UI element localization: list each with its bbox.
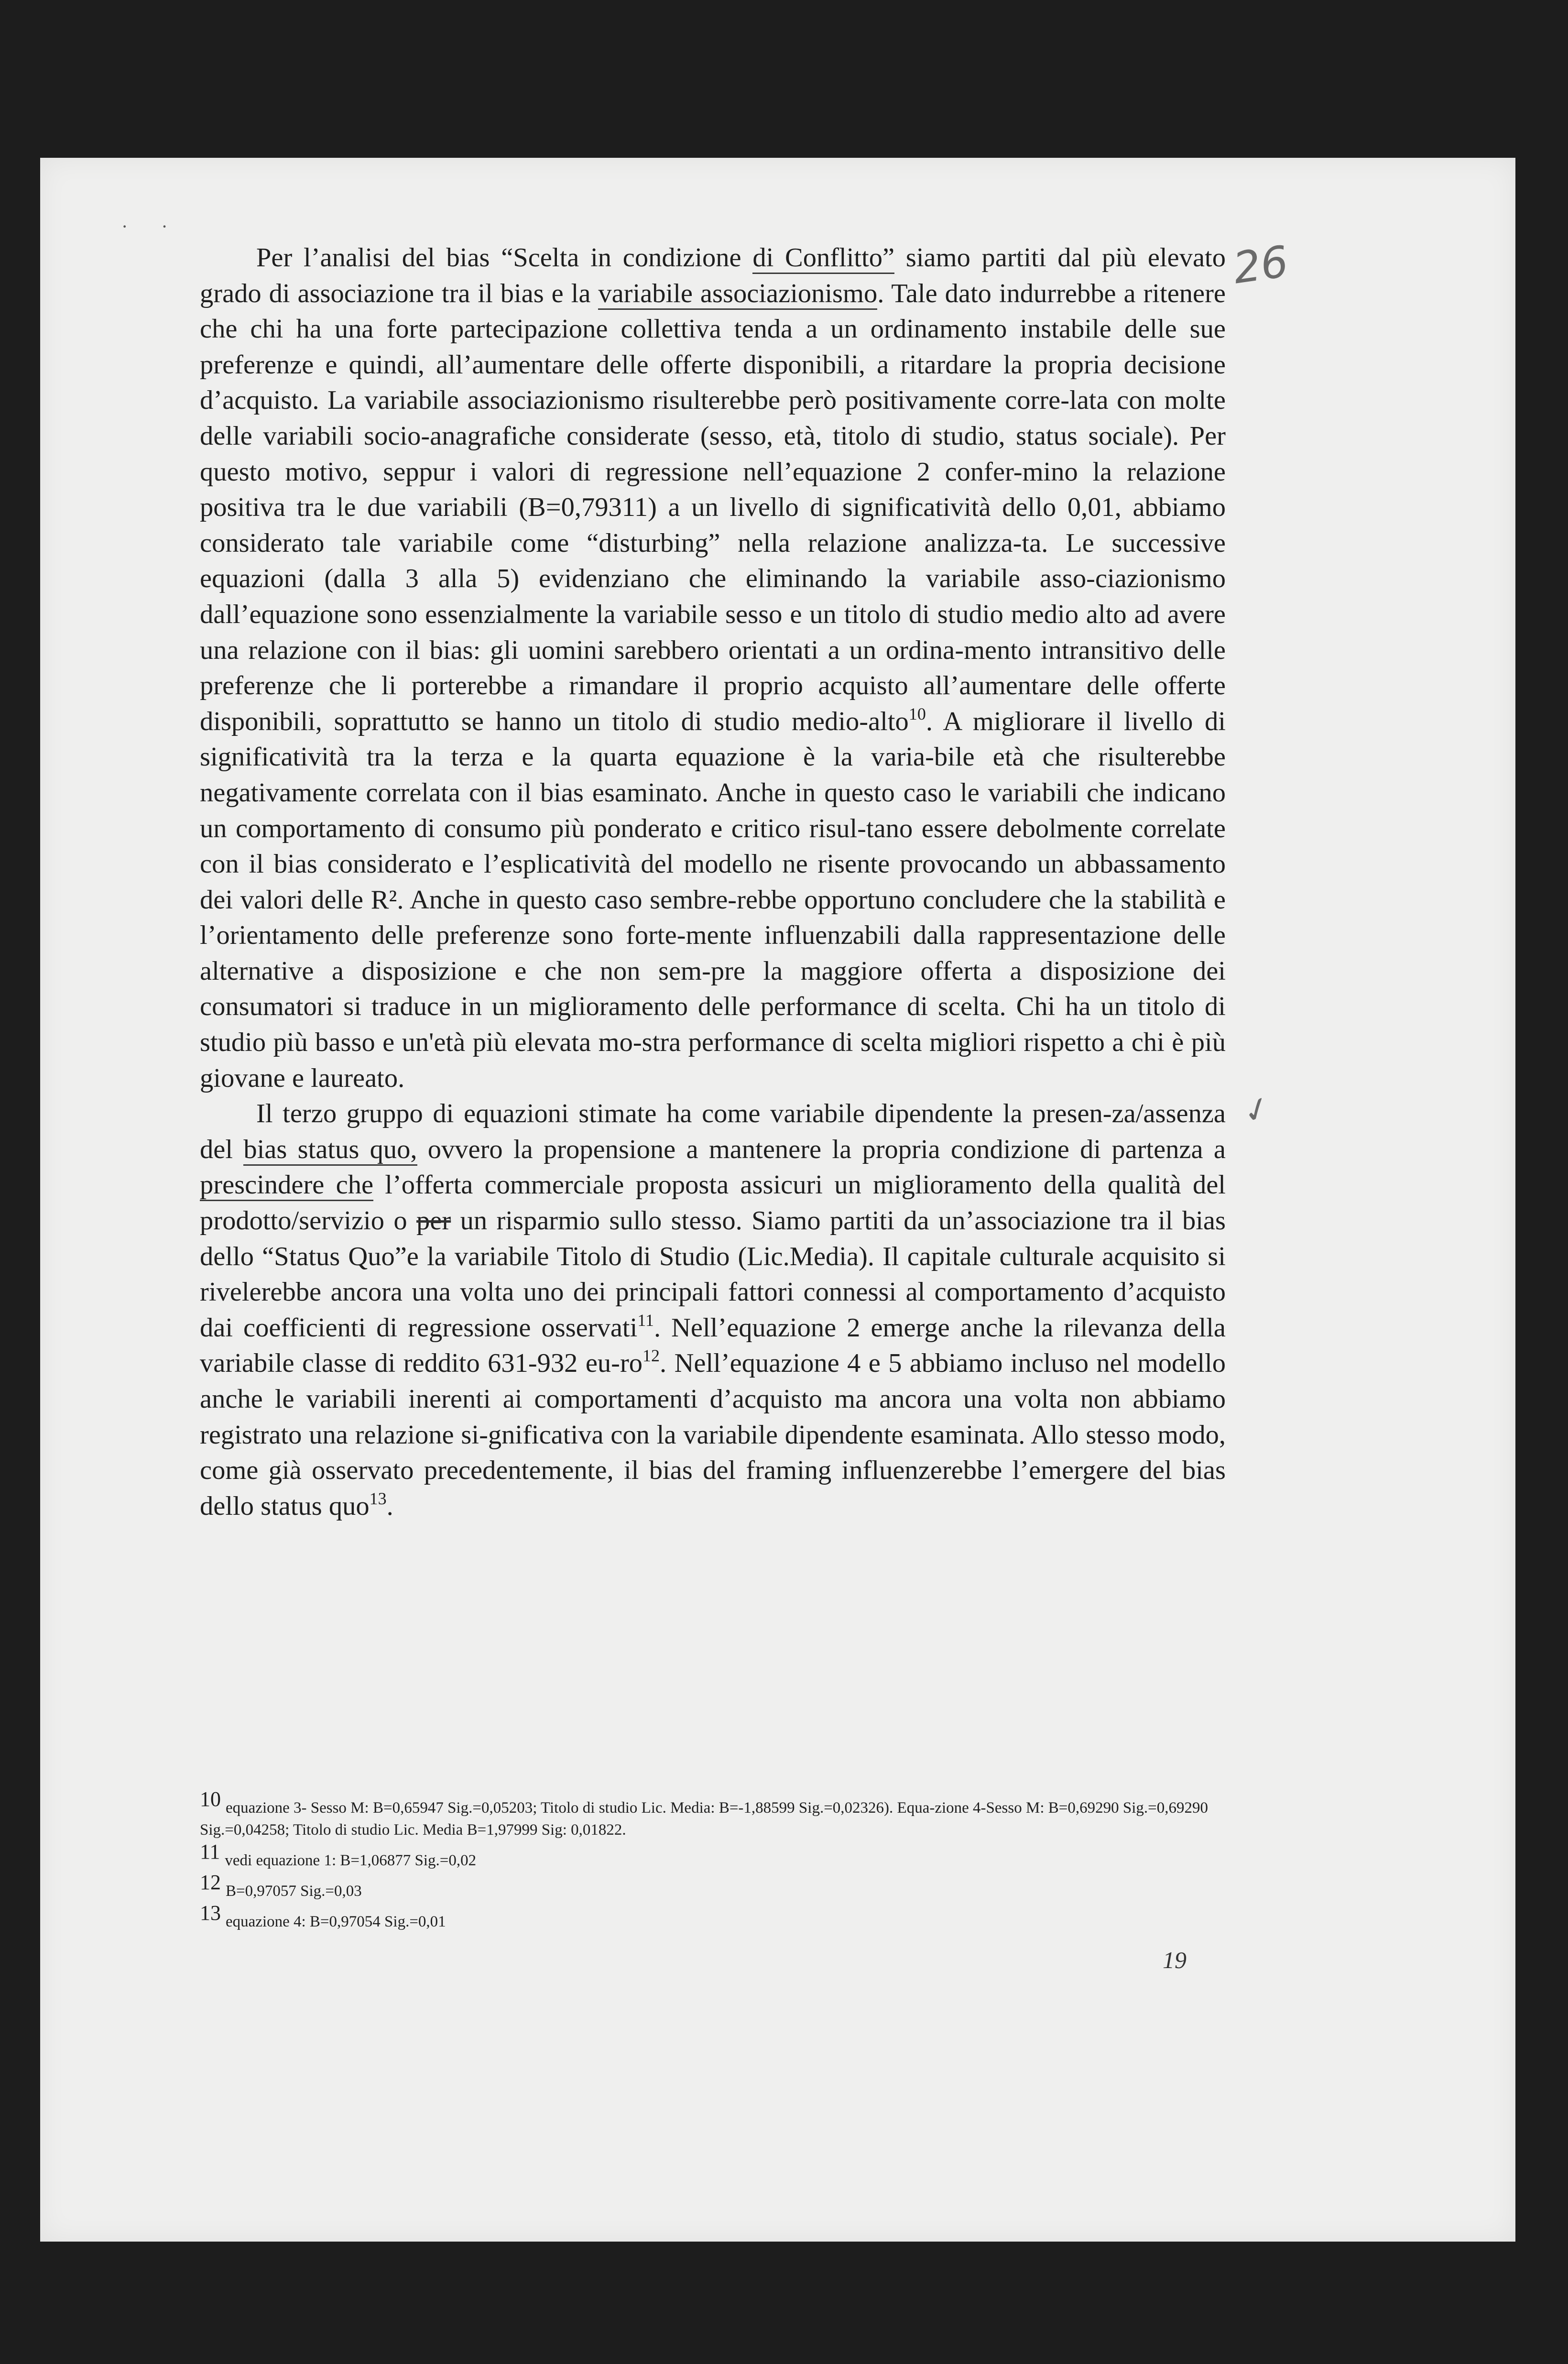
footnote-ref-12: 12	[642, 1346, 660, 1366]
footnote: 11 vedi equazione 1: B=1,06877 Sig.=0,02	[200, 1840, 477, 1869]
main-text	[200, 240, 1226, 1524]
underlined-bias-status-quo: bias status quo,	[243, 1135, 417, 1166]
underlined-prescindere: prescindere che	[200, 1170, 373, 1201]
footnote: 13 equazione 4: B=0,97054 Sig.=0,01	[200, 1901, 446, 1930]
footnote-ref-10: 10	[908, 704, 926, 723]
page-number: 19	[1163, 1947, 1187, 1973]
footnote: 10 equazione 3- Sesso M: B=0,65947 Sig.=0,05203; Titolo di studio Lic. Media: B=-1,88599 Sig.=0,02326). Equa-zione 4-Sesso M: B=0,69290 Sig.=0,69290 Sig.=0,04258; Titolo di studio Lic. Media B=1,97999 Sig: 0,01822.	[200, 1787, 1208, 1839]
footnotes	[200, 1788, 1226, 1933]
struck-word: per	[416, 1206, 451, 1236]
handwritten-check-mark: ✓	[1237, 1086, 1277, 1133]
handwritten-page-mark: 26	[1230, 236, 1292, 294]
underlined-conflitto: di Conflitto”	[752, 243, 894, 274]
paragraph-2: Il terzo gruppo di equazioni stimate ha come variabile dipendente la presen-za/assenza del bias status quo, ovvero la propensione a mantenere la propria condizione di partenza a prescindere che l’offerta commerciale proposta assicuri un miglioramento della qualità del prodotto/servizio o per un risparmio sullo stesso. Siamo partiti da un’associazione tra il bias dello “Status Quo”e la variabile Titolo di Studio (Lic.Media). Il capitale culturale acquisito si rivelerebbe ancora una volta uno dei principali fattori connessi al comportamento d’acquisto dai coefficienti di regressione osservati$^{11}$. Nell’equazione 2 emerge anche la rilevanza della variabile classe di reddito 631-932 $eu-ro^{12}$. Nell’equazione 4 e 5 abbiamo incluso nel modello anche le variabili inerenti ai comportamenti d’acquisto ma ancora una volta non abbiamo registrato una relazione si-gnificativa con la variabile dipendente esaminata. Allo stesso modo, come già osservato precedentemente, il bias del framing influenzerebbe l’emergere del bias dello status quo$^{13}$.	[200, 1099, 1226, 1521]
paragraph-1: Per l’analisi del bias “Scelta in condizione di Conflitto” siamo partiti dal più elevato grado di associazione tra il bias e la variabile associazionismo. Tale dato indurrebbe a ritenere che chi ha una forte partecipazione collettiva tenda a un ordinamento instabile delle sue preferenze e quindi, all’aumentare delle offerte disponibili, a ritardare la propria decisione d’acquisto. La variabile associazionismo risulterebbe però positivamente corre-lata con molte delle variabili socio-anagrafiche considerate (sesso, età, titolo di studio, status sociale). Per questo motivo, seppur i valori di regressione nell’equazione 2 confer-mino la relazione positiva tra le due variabili (B=0,79311) a un livello di significatività dello 0,01, abbiamo considerato tale variabile come “disturbing” nella relazione analizza-ta. Le successive equazioni (dalla 3 alla 5) evidenziano che eliminando la variabile asso-ciazionismo dall’equazione sono essenzialmente la variabile sesso e un titolo di studio medio alto ad avere una relazione con il bias: gli uomini sarebbero orientati a un ordina-mento intransitivo delle preferenze che li porterebbe a rimandare il proprio acquisto all’aumentare delle offerte disponibili, soprattutto se hanno un titolo di studio medio-alto$^{10}$. A migliorare il livello di significatività tra la terza e la quarta equazione è la varia-bile età che risulterebbe negativamente correlata con il bias esaminato. Anche in questo caso le variabili che indicano un comportamento di consumo più ponderato e critico risul-tano essere debolmente correlate con il bias considerato e l’esplicatività del modello ne risente provocando un abbassamento dei valori delle R². Anche in questo caso sembre-rebbe opportuno concludere che la stabilità e l’orientamento delle preferenze sono forte-mente influenzabili dalla rappresentazione delle alternative a disposizione e che non sem-pre la maggiore offerta a disposizione dei consumatori si traduce in un miglioramento delle performance di scelta. Chi ha un titolo di studio più basso e un'età più elevata mo-stra performance di scelta migliori rispetto a chi è più giovane e laureato.	[200, 243, 1226, 1093]
footnote-ref-13: 13	[369, 1488, 387, 1508]
footnote-ref-11: 11	[637, 1310, 654, 1330]
underlined-variabile: variabile associazionismo	[598, 279, 877, 310]
footnote: 12 B=0,97057 Sig.=0,03	[200, 1871, 362, 1900]
punch-marks: ··	[121, 216, 201, 237]
